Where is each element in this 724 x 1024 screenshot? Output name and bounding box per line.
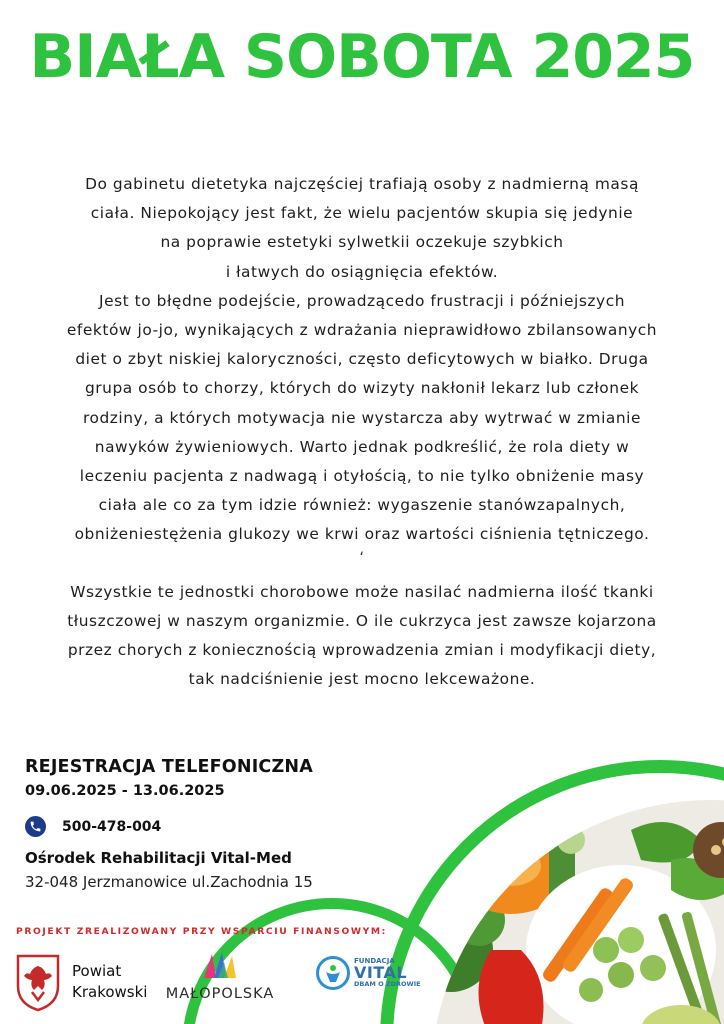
body-line: grupa osób to chorzy, których do wizyty nakłonił lekarz lub członek [84,379,640,398]
powiat-line1: Powiat [72,962,122,980]
fundacja-vital-logo [316,956,421,990]
body-line: obniżeniestężenia glukozy we krwi oraz wartości ciśnienia tętniczego. [74,525,650,544]
body-line: ciała. Niepokojący jest fakt, że wielu pacjentów skupia się jedynie [90,204,634,223]
registration-title: REJESTRACJA TELEFONICZNA [25,757,313,777]
separator-mark: ‘ [359,549,365,566]
person-icon [323,963,343,983]
body-line: Jest to błędne podejście, prowadzącedo frustracji i późniejszych [98,291,626,310]
body-line: Wszystkie te jednostki chorobowe może nasilać nadmierna ilość tkanki [70,582,654,601]
body-line: przez chorych z koniecznością wprowadzenia zmian i modyfikacji diety, [67,641,657,660]
vital-figure-icon [316,956,350,990]
phone-icon [25,816,46,837]
body-line: leczeniu pacjenta z nadwagą i otyłością, to nie tylko obniżenie masy [79,467,645,486]
page-title: BIAŁA SOBOTA 2025 [29,22,695,92]
powiat-line2: Krakowski [72,983,148,1001]
body-line: tak nadciśnienie jest mocno lekceważone. [188,670,536,689]
malopolska-text: MAŁOPOLSKA [165,986,275,1002]
body-line: ciała ale co za tym idzie również: wygaszenie stanówzapalnych, [98,496,626,515]
center-address: 32-048 Jerzmanowice ul.Zachodnia 15 [25,873,313,891]
malopolska-logo [165,950,275,1002]
body-line: diet o zbyt niskiej kaloryczności, często deficytowych w białko. Druga [75,350,649,369]
body-line: tłuszczowej w naszym organizmie. O ile cukrzyca jest zawsze kojarzona [67,611,657,630]
project-funding-label: PROJEKT ZREALIZOWANY PRZY WSPARCIU FINANSOWYM: [16,926,387,937]
powiat-krakowski-logo [14,952,147,1012]
article-body [20,170,704,694]
body-line: na poprawie estetyki sylwetkii oczekuje szybkich [160,233,564,252]
registration-block [25,757,313,799]
phone-row [25,816,161,837]
body-line: i łatwych do osiągnięcia efektów. [225,262,499,281]
vital-foundation-label: FUNDACJA [354,957,395,966]
phone-glyph [29,820,42,833]
phone-number[interactable]: 500-478-004 [62,818,162,835]
center-name: Ośrodek Rehabilitacji Vital-Med [25,849,292,867]
malopolska-mark-icon [200,950,240,980]
body-line: nawyków żywieniowych. Warto jednak podkreślić, że rola diety w [94,437,630,456]
body-line: efektów jo-jo, wynikających z wdrażania nieprawidłowo zbilansowanych [66,321,658,340]
vital-tagline: DBAM O ZDROWIE [354,980,421,989]
body-line: Do gabinetu dietetyka najczęściej trafiają osoby z nadmierną masą [85,175,639,193]
paragraph-gap [20,550,704,578]
eagle-shield-icon [14,952,62,1012]
vital-name: VITAL [354,963,408,983]
body-line: rodziny, a których motywacja nie wystarcza aby wytrwać w zmianie [82,408,642,427]
registration-dates: 09.06.2025 - 13.06.2025 [25,783,225,799]
